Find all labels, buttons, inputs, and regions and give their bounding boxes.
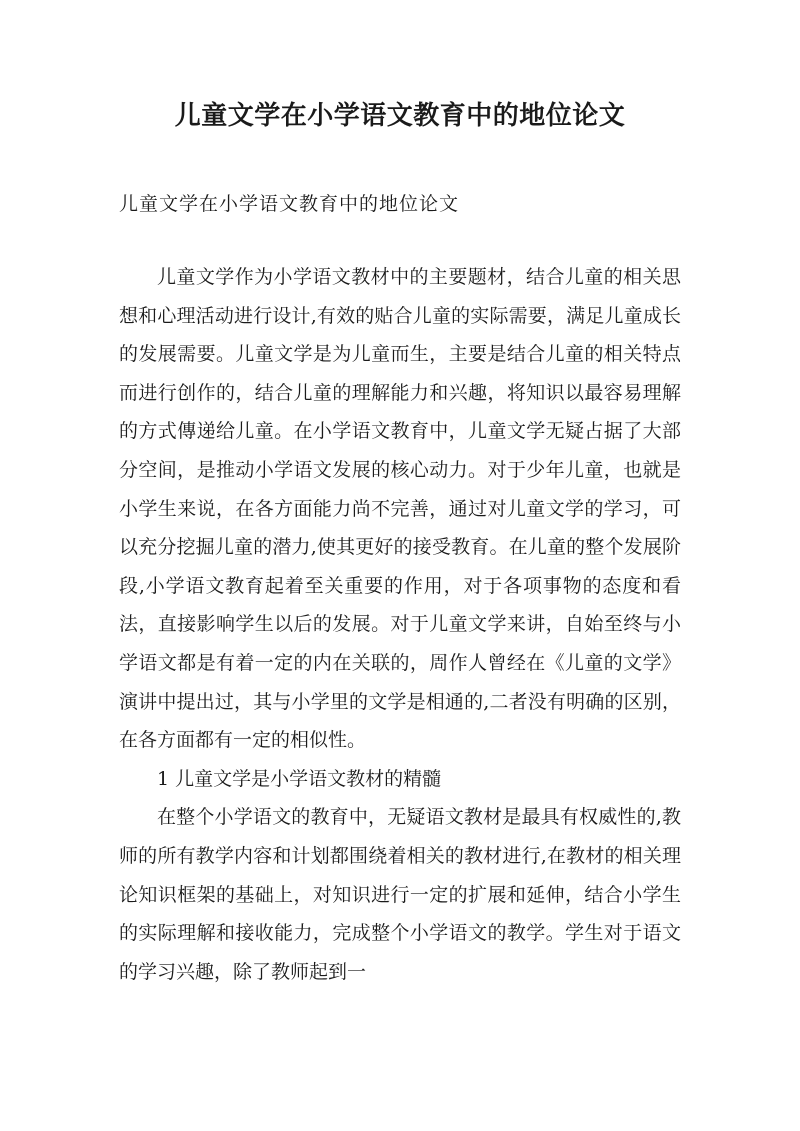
body-paragraph: 儿童文学作为小学语文教材中的主要题材，结合儿童的相关思想和心理活动进行设计,有效的贴合儿童的实际需要，满足儿童成长的发展需要。儿童文学是为儿童而生，主要是结合儿童的相关特点而进行创作的，结合儿童的理解能力和兴趣，将知识以最容易理解的方式傳递给儿童。在小学语文教育中，儿童文学无疑占据了大部分空间，是推动小学语文发展的核心动力。对于少年儿童，也就是小学生来说，在各方面能力尚不完善，通过对儿童文学的学习，可以充分挖掘儿童的潜力,使其更好的接受教育。在儿童的整个发展阶段,小学语文教育起着至关重要的作用，对于各项事物的态度和看法，直接影响学生以后的发展。对于儿童文学来讲，自始至终与小学语文都是有着一定的内在关联的，周作人曾经在《儿童的文学》演讲中提出过，其与小学里的文学是相通的,二者没有明确的区别，在各方面都有一定的相似性。	[119, 266, 681, 752]
document-title: 儿童文学在小学语文教育中的地位论文	[174, 101, 626, 131]
body-paragraph: 在整个小学语文的教育中，无疑语文教材是最具有权威性的,教师的所有教学内容和计划都围绕着相关的教材进行,在教材的相关理论知识框架的基础上，对知识进行一定的扩展和延伸，结合小学生的实际理解和接收能力，完成整个小学语文的教学。学生对于语文的学习兴趣，除了教师起到一	[119, 806, 681, 983]
document-body	[119, 258, 681, 991]
section-heading: 1 儿童文学是小学语文教材的精髓	[157, 767, 442, 790]
document-subtitle: 儿童文学在小学语文教育中的地位论文	[119, 193, 460, 215]
